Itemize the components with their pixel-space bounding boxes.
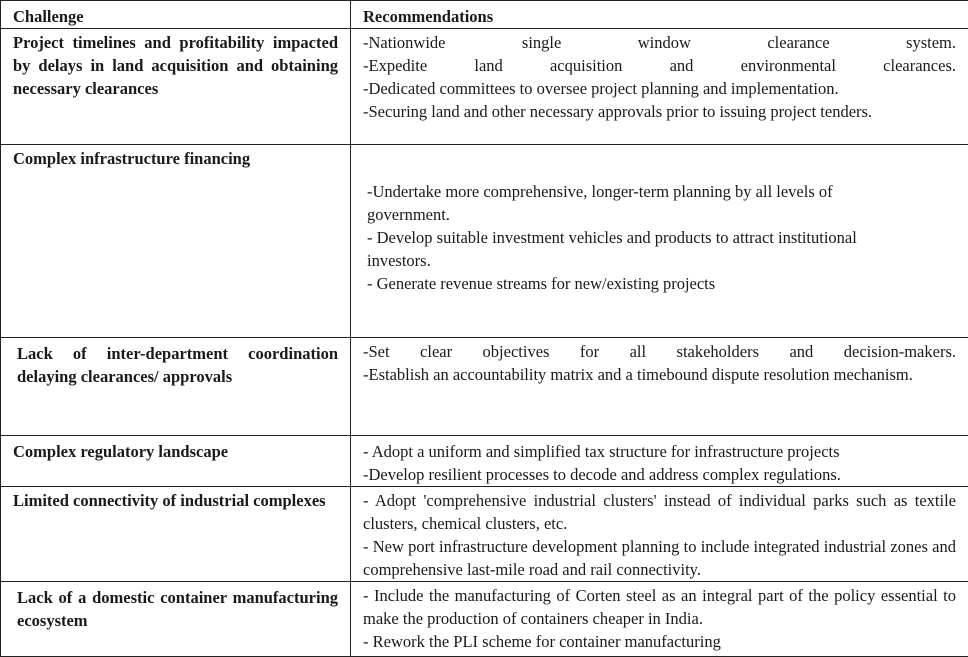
challenge-cell: Limited connectivity of industrial complexes — [1, 487, 351, 582]
recommendation-item: -Nationwide single window clearance system. — [363, 31, 956, 54]
recommendation-item: -Expedite land acquisition and environmental clearances. — [363, 54, 956, 77]
recommendations-cell — [351, 29, 968, 145]
table-row — [1, 145, 968, 338]
recommendation-item: -Set clear objectives for all stakeholders and decision-makers. — [363, 340, 956, 363]
challenge-cell: Complex infrastructure financing — [1, 145, 351, 338]
table-row — [1, 29, 968, 145]
recommendation-item: -Securing land and other necessary approvals prior to issuing project tenders. — [363, 100, 956, 123]
challenge-cell: Complex regulatory landscape — [1, 436, 351, 487]
table-row — [1, 436, 968, 487]
recommendation-item: - Include the manufacturing of Corten steel as an integral part of the policy essential to make the production of containers cheaper in India. — [363, 584, 956, 630]
recommendation-item: - Rework the PLI scheme for container manufacturing — [363, 630, 956, 653]
header-recommendations: Recommendations — [351, 1, 968, 29]
recommendation-item: - Generate revenue streams for new/existing projects — [367, 272, 956, 295]
challenge-cell: Lack of a domestic container manufacturing ecosystem — [1, 582, 351, 657]
recommendation-item: - Adopt 'comprehensive industrial clusters' instead of individual parks such as textile clusters, chemical clusters, etc. — [363, 489, 956, 535]
recommendations-cell — [351, 145, 968, 338]
recommendation-item: -Dedicated committees to oversee project planning and implementation. — [363, 77, 956, 100]
table-row — [1, 487, 968, 582]
recommendation-item: -Undertake more comprehensive, longer-term planning by all levels of government. — [367, 180, 912, 226]
challenge-cell: Project timelines and profitability impacted by delays in land acquisition and obtaining necessary clearances — [1, 29, 351, 145]
recommendation-item: - New port infrastructure development planning to include integrated industrial zones and comprehensive last-mile road and rail connectivity. — [363, 535, 956, 581]
header-row — [1, 1, 968, 29]
header-challenge: Challenge — [1, 1, 351, 29]
challenge-cell: Lack of inter-department coordination delaying clearances/ approvals — [1, 338, 351, 436]
table-row — [1, 338, 968, 436]
recommendation-item: -Develop resilient processes to decode and address complex regulations. — [363, 463, 956, 486]
table-row — [1, 582, 968, 657]
recommendations-cell — [351, 487, 968, 582]
recommendation-item: -Establish an accountability matrix and a timebound dispute resolution mechanism. — [363, 363, 956, 386]
recommendations-cell — [351, 582, 968, 657]
recommendations-cell — [351, 436, 968, 487]
recommendations-cell — [351, 338, 968, 436]
recommendation-item: - Adopt a uniform and simplified tax structure for infrastructure projects — [363, 440, 956, 463]
recommendation-item: - Develop suitable investment vehicles and products to attract institutional investors. — [367, 226, 912, 272]
